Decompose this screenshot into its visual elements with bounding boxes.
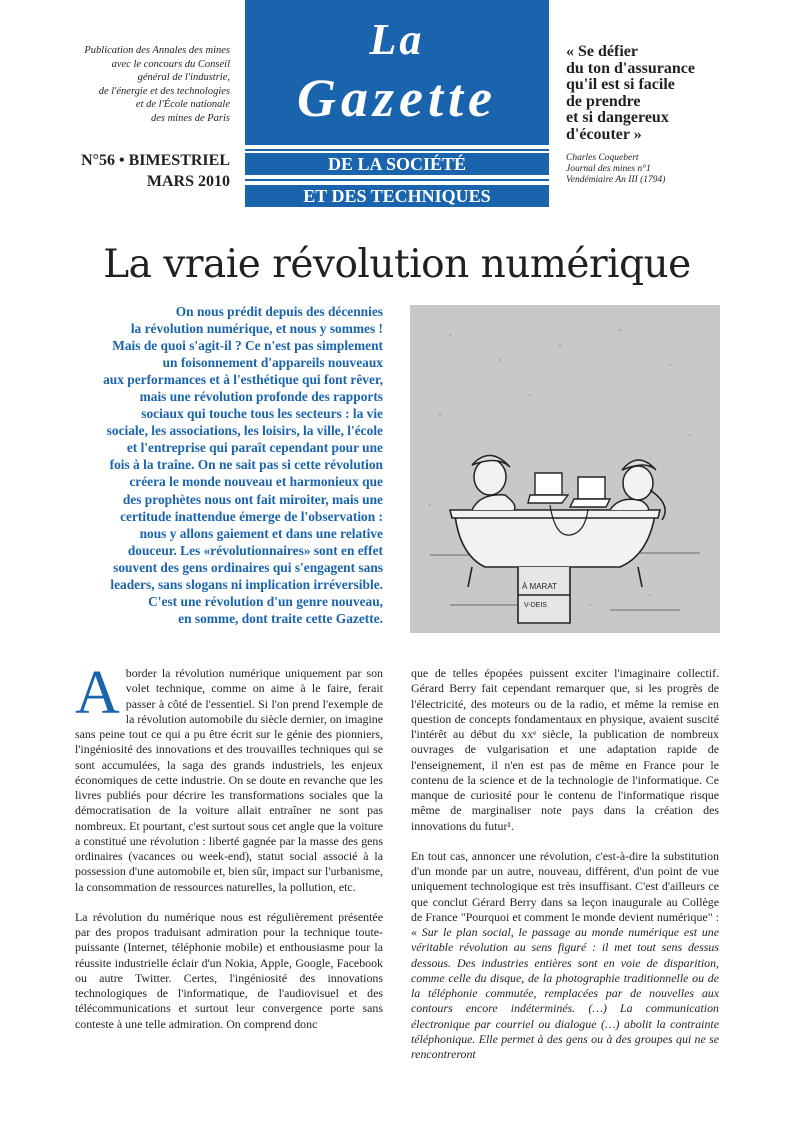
masthead-gazette: Gazette [297,68,497,128]
lead-line: et l'entreprise qui paraît cependant pour une [126,440,383,456]
cartoon-illustration [410,305,720,633]
quote-line: d'écouter » [566,125,642,143]
quote-source-line: Vendémiaire An III (1794) [566,175,666,185]
publication-note-line: et de l'École nationale [135,99,230,111]
lead-line: certitude inattendue émerge de l'observation : [120,508,383,524]
body-paragraph: que de telles épopées puissent exciter l'imaginaire collectif. Gérard Berry fait cependant remarquer que, si les progrès de l'électricité, des moteurs ou de la radio, et même la remise en question de concepts fondamentaux en physique, avaient suscité l'intérêt au début du xxᵉ siècle, la publication de nombreux ouvrages de vulgarisation et une adaptation rapide de l'enseignement, il n'en est pas de même en France pour le contenu de la science et de la technologie de l'informatique. Ce manque de curiosité pour le contenu de l'informatique risque même de marginaliser note pays dans la création des innovations du futur¹. [411,666,719,833]
lead-line: Mais de quoi s'agit-il ? Ce n'est pas simplement [112,338,383,354]
lead-line: créera le monde nouveau et harmonieux que [129,474,383,490]
body-paragraph [411,849,719,1063]
lead-paragraph [60,303,383,627]
body-column-left [75,659,383,1047]
lead-line: sociale, les associations, les loisirs, la ville, l'école [106,423,383,439]
masthead-subtitle-1: DE LA SOCIÉTÉ [245,153,549,175]
publication-note-line: de l'énergie et des technologies [98,85,230,97]
quotation-text: Sur le plan social, le passage au monde numérique est une véritable révolution au sens figuré : il met tout sens dessus dessous. Des industries entières sont en voie de disparition, comme celle du disque, de la photographie traditionnelle ou de la téléphonie commutée, remplacées par de nouvelles aux contours encore indéterminés. (…) La communication électronique par courriel ou dialogue (…) abolit la contrainte téléphonique. Elle permet à des gens ou à des groupes qui ne se rencontreront [411,925,720,1061]
quote-source [566,153,766,186]
drop-cap: A [75,659,120,727]
issue-number: N°56 • BIMESTRIEL [81,152,230,169]
quote-line: « Se défier [566,43,638,60]
lead-line: leaders, sans slogans ni implication irréversible. [110,576,383,592]
lead-line: des prophètes nous ont fait miroiter, mais une [122,491,383,507]
publication-note-line: Publication des Annales des mines [84,45,230,56]
lead-line: On nous prédit depuis des décennies [175,304,383,319]
lead-line: fois à la traîne. On ne sait pas si cette révolution [109,457,383,473]
masthead-subtitle-2: ET DES TECHNIQUES [245,185,549,207]
body-paragraph [75,659,383,895]
masthead-la: La [369,15,425,64]
lead-line: souvent des gens ordinaires qui s'engagent sans [113,559,383,575]
quote-source-line: Journal des mines n°1 [566,164,651,174]
page-title: La vraie révolution numérique [103,242,691,287]
publication-note-line: général de l'industrie, [137,72,230,84]
publication-note-line: des mines de Paris [150,112,230,124]
lead-line: aux performances et à l'esthétique qui font rêver, [103,372,383,388]
lead-line: un foisonnement d'appareils nouveaux [162,355,383,371]
quote-line: de prendre [566,92,641,110]
quote-source-line: Charles Coquebert [566,153,639,163]
issue-date: MARS 2010 [146,173,230,190]
body-paragraph: La révolution du numérique nous est régulièrement présentée par des propos traduisant admiration pour la technique toute-puissante (Internet, téléphonie mobile) et enthousiasme pour la réussite industrielle éclair d'un Nokia, Apple, Google, Facebook ou autre Twitter. Certes, l'ingéniosité des innovations technologiques de l'informatique, de l'audiovisuel et des télécommunications et surtout leur convergence porte sans conteste à une telle admiration. On comprend donc [75,909,383,1031]
epigraph-quote [566,44,766,144]
body-text: border la révolution numérique uniquement par son volet technique, comme on aime à le faire, ferait passer à côté de l'essentiel. Si l'on prend l'exemple de la révolution automobile du siècle dernier, on imagine sans peine tout ce qui a pu être écrit sur le génie des pionniers, l'ingéniosité des innovations et des trouvailles techniques qui se sont accumulées, la saga des grands industriels, les enjeux économiques de cette industrie. On se doute en revanche que les livres publiés pour décrire les transformations sociales que la démocratisation de la voiture allait entraîner ne sont pas nombreux. Et pourtant, c'est surtout sous cet angle que la voiture a constitué une révolution : liberté gagnée par la masse des gens ordinaires (vacances ou week-end), statut social associé à la possession d'une automobile et, bien sûr, impact sur l'urbanisme, la consommation de ressources naturelles, la pollution, etc. [75,666,383,894]
masthead-rule [245,179,549,181]
publication-note-line: avec le concours du Conseil [111,58,230,70]
lead-line: C'est une révolution d'un genre nouveau, [148,593,383,609]
lead-line: douceur. Les «révolutionnaires» sont en effet [127,542,383,558]
quote-line: qu'il est si facile [566,76,675,94]
lead-line: sociaux qui touche tous les secteurs : la vie [141,406,383,422]
crate-label-2: V-DEIS [524,602,547,609]
crate-label: À MARAT [522,582,557,591]
quote-line: du ton d'assurance [566,59,695,77]
lead-line: nous y allons gaiement et dans une relative [139,525,383,541]
issue-info [40,150,230,192]
lead-line: en somme, dont traite cette Gazette. [178,610,383,626]
body-text: En tout cas, annoncer une révolution, c'est-à-dire la substitution d'un monde par un autre, nouveau, différent, d'un point de vue uniquement technologique est très insuffisant. C'est d'ailleurs ce que conclut Gérard Berry dans sa leçon inaugurale au Collège de France "Pourquoi et comment le monde devient numérique" : « [411,848,719,939]
lead-line: la révolution numérique, et nous y sommes ! [130,321,383,337]
publication-note [40,44,230,126]
lead-line: mais une révolution profonde des rapports [139,389,383,405]
cartoon-drawing [410,305,720,633]
body-column-right [411,666,719,1077]
quote-line: et si dangereux [566,109,669,127]
masthead-rule [245,149,549,151]
